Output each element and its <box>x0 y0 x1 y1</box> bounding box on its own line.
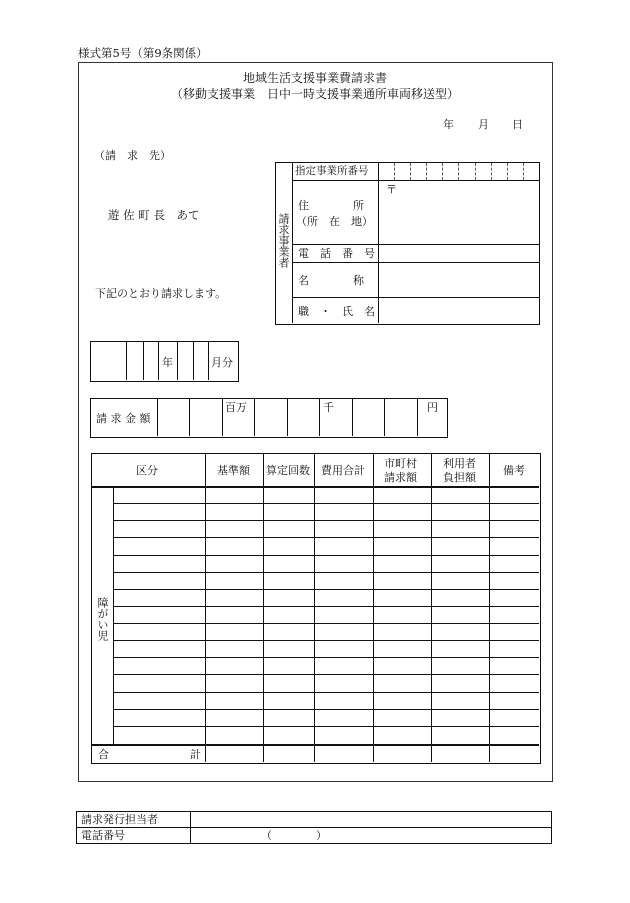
header-count: 算定回数 <box>266 464 310 477</box>
provider-box <box>275 162 540 325</box>
table-row[interactable] <box>114 487 539 504</box>
total-label-2: 計 <box>190 748 201 761</box>
table-row[interactable] <box>114 641 539 658</box>
table-row[interactable] <box>114 556 539 573</box>
period-year-field[interactable] <box>91 342 158 380</box>
period-year-unit: 年 <box>162 356 173 369</box>
paren-open: （ <box>261 829 272 842</box>
recipient-name: 遊 佐 町 長 あて <box>108 208 200 222</box>
title-name-label: 職 ・ 氏 名 <box>298 305 375 318</box>
total-line <box>92 744 539 746</box>
amount-field[interactable] <box>158 399 446 436</box>
footer-table <box>76 811 552 844</box>
phone-label: 電 話 番 号 <box>298 247 375 260</box>
header-municipal-line2: 請求額 <box>384 471 417 484</box>
amount-label: 請 求 金 額 <box>96 412 151 425</box>
phone-field[interactable] <box>379 245 539 262</box>
issuer-label: 請求発行担当者 <box>81 813 158 826</box>
period-month-unit: 月分 <box>211 356 233 369</box>
form-number: 様式第5号（第9条関係） <box>78 46 208 60</box>
header-municipal-line1: 市町村 <box>384 457 417 470</box>
table-row[interactable] <box>114 727 539 744</box>
table-row[interactable] <box>114 624 539 641</box>
postal-mark: 〒 <box>386 183 397 196</box>
amount-unit-yen: 円 <box>427 401 438 414</box>
table-row[interactable] <box>114 573 539 590</box>
paren-close: ） <box>316 829 327 842</box>
title-name-field[interactable] <box>379 298 539 323</box>
form-title: 地域生活支援事業費請求書 <box>242 71 387 85</box>
provider-side-label: 請求事業者 <box>277 213 290 268</box>
footer-phone-field[interactable] <box>191 828 551 843</box>
header-user-line2: 負担額 <box>443 471 476 484</box>
table-row[interactable] <box>114 521 539 538</box>
table-body <box>114 487 539 744</box>
name-label: 名 称 <box>298 274 364 287</box>
table-row[interactable] <box>114 538 539 555</box>
table-row[interactable] <box>114 675 539 692</box>
address-label: 住 所 <box>298 199 364 212</box>
facility-number-field[interactable] <box>379 163 539 180</box>
cell-line <box>208 342 209 380</box>
group-label: 障がい児 <box>96 597 109 641</box>
name-field[interactable] <box>379 263 539 297</box>
provider-side-column <box>276 163 293 323</box>
recipient-label: （請 求 先） <box>94 149 171 162</box>
date-day-label: 日 <box>512 118 523 131</box>
header-base-amount: 基準額 <box>217 464 250 477</box>
table-row[interactable] <box>114 710 539 727</box>
header-category: 区分 <box>136 464 158 477</box>
header-remarks: 備考 <box>503 464 525 477</box>
amount-box <box>90 398 448 438</box>
request-notice: 下記のとおり請求します。 <box>95 287 227 300</box>
address-label-sub: （所 在 地） <box>296 215 373 228</box>
table-row[interactable] <box>114 590 539 607</box>
total-label-1: 合 <box>98 748 109 761</box>
issuer-field[interactable] <box>191 812 551 827</box>
period-month-field[interactable] <box>177 342 208 380</box>
address-field[interactable] <box>379 181 539 244</box>
table-row[interactable] <box>114 607 539 624</box>
footer-phone-label: 電話番号 <box>81 829 125 842</box>
cell-line <box>158 342 159 380</box>
header-user-line1: 利用者 <box>443 457 476 470</box>
amount-unit-million: 百万 <box>225 401 247 414</box>
detail-table <box>91 453 541 764</box>
amount-unit-thousand: 千 <box>323 401 334 414</box>
date-year-label: 年 <box>443 118 454 131</box>
table-row[interactable] <box>114 504 539 521</box>
header-total-cost: 費用合計 <box>321 464 365 477</box>
table-row[interactable] <box>114 658 539 675</box>
form-subtitle: （移動支援事業 日中一時支援事業通所車両移送型） <box>170 87 459 101</box>
date-month-label: 月 <box>478 118 489 131</box>
facility-number-label: 指定事業所番号 <box>295 165 369 177</box>
period-box <box>90 341 239 382</box>
table-row[interactable] <box>114 693 539 710</box>
